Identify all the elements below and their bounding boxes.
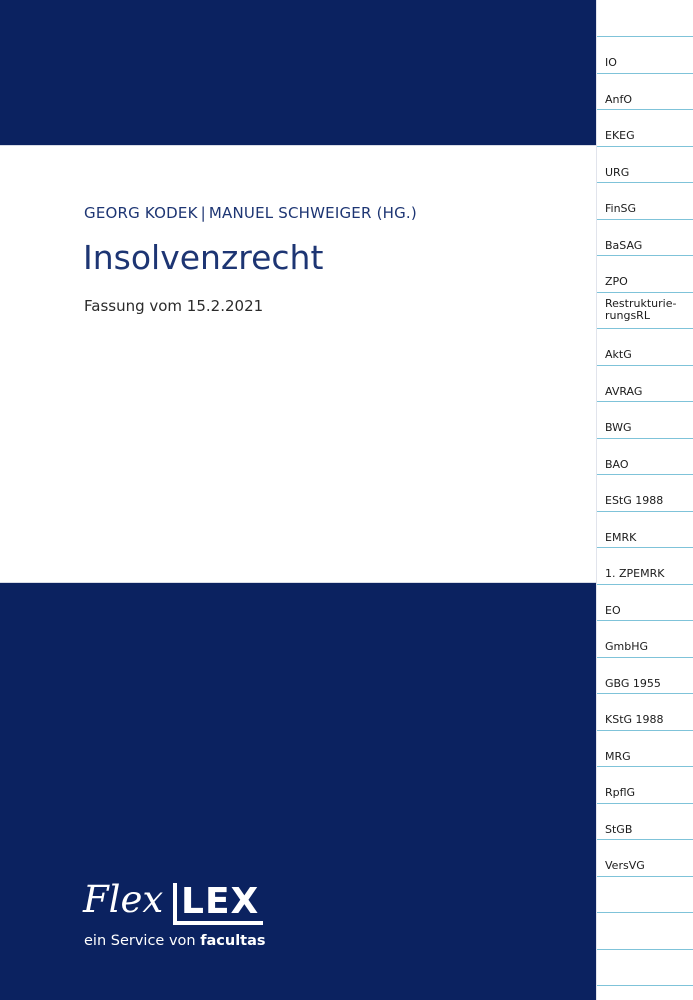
publisher-line (84, 933, 266, 949)
tab-divider-line (597, 109, 693, 110)
tab-mrg[interactable]: MRG (605, 749, 631, 763)
tab-estg-1988[interactable]: EStG 1988 (605, 494, 664, 507)
tab-avrag[interactable]: AVRAG (605, 384, 643, 398)
tab-divider-line (597, 693, 693, 694)
tab-divider-line (597, 73, 693, 74)
publisher-prefix: ein Service von (84, 933, 196, 949)
tab-divider-line (597, 803, 693, 804)
tab-1-zpemrk[interactable]: 1. ZPEMRK (605, 567, 665, 580)
tab-finsg[interactable]: FinSG (605, 202, 637, 215)
tab-restrukturie-rungsrl[interactable]: Restrukturie- rungsRL (605, 296, 677, 322)
tab-divider-line (597, 657, 693, 658)
tab-divider-line (597, 438, 693, 439)
publisher-brand: facultas (200, 933, 266, 949)
cover-top-band (0, 0, 596, 145)
register-tabs (596, 0, 693, 1000)
tab-divider-line (597, 547, 693, 548)
flexlex-logo-lex: LEX (173, 883, 263, 925)
tab-divider-line (597, 182, 693, 183)
tab-kstg-1988[interactable]: KStG 1988 (605, 713, 664, 726)
tab-divider-line (597, 730, 693, 731)
tab-divider-line (597, 219, 693, 220)
tab-divider-line (597, 401, 693, 402)
flexlex-logo-flex: Flex (83, 878, 164, 921)
tab-divider-line (597, 876, 693, 877)
tab-io[interactable]: IO (605, 56, 617, 69)
tab-divider-line (597, 474, 693, 475)
tab-divider-line (597, 584, 693, 585)
tab-divider-line (597, 328, 693, 329)
tab-rpflg[interactable]: RpflG (605, 786, 636, 799)
author-1: GEORG KODEK (84, 204, 198, 222)
tab-divider-line (597, 511, 693, 512)
tab-anfo[interactable]: AnfO (605, 92, 633, 106)
tab-divider-line (597, 292, 693, 293)
tab-aktg[interactable]: AktG (605, 348, 632, 361)
tab-divider-line (597, 146, 693, 147)
tab-gmbhg[interactable]: GmbHG (605, 640, 649, 653)
tab-basag[interactable]: BaSAG (605, 238, 643, 252)
tab-divider-line (597, 985, 693, 986)
author-separator: | (200, 204, 206, 222)
tab-divider-line (597, 255, 693, 256)
tab-gbg-1955[interactable]: GBG 1955 (605, 676, 661, 690)
tab-divider-line (597, 912, 693, 913)
edition-date: Fassung vom 15.2.2021 (84, 297, 264, 315)
book-title: Insolvenzrecht (83, 238, 324, 277)
tab-stgb[interactable]: StGB (605, 822, 633, 836)
tab-bao[interactable]: BAO (605, 457, 629, 471)
tab-versvg[interactable]: VersVG (605, 859, 645, 872)
tab-divider-line (597, 839, 693, 840)
tab-emrk[interactable]: EMRK (605, 530, 637, 544)
tab-divider-line (597, 766, 693, 767)
tab-divider-line (597, 36, 693, 37)
tab-bwg[interactable]: BWG (605, 421, 632, 434)
tab-divider-line (597, 365, 693, 366)
tab-zpo[interactable]: ZPO (605, 275, 628, 288)
tab-divider-line (597, 949, 693, 950)
tab-divider-line (597, 620, 693, 621)
authors-line (84, 204, 417, 222)
tab-ekeg[interactable]: EKEG (605, 129, 635, 142)
tab-urg[interactable]: URG (605, 165, 630, 179)
author-2: MANUEL SCHWEIGER (HG.) (208, 204, 417, 222)
tab-eo[interactable]: EO (605, 603, 621, 617)
